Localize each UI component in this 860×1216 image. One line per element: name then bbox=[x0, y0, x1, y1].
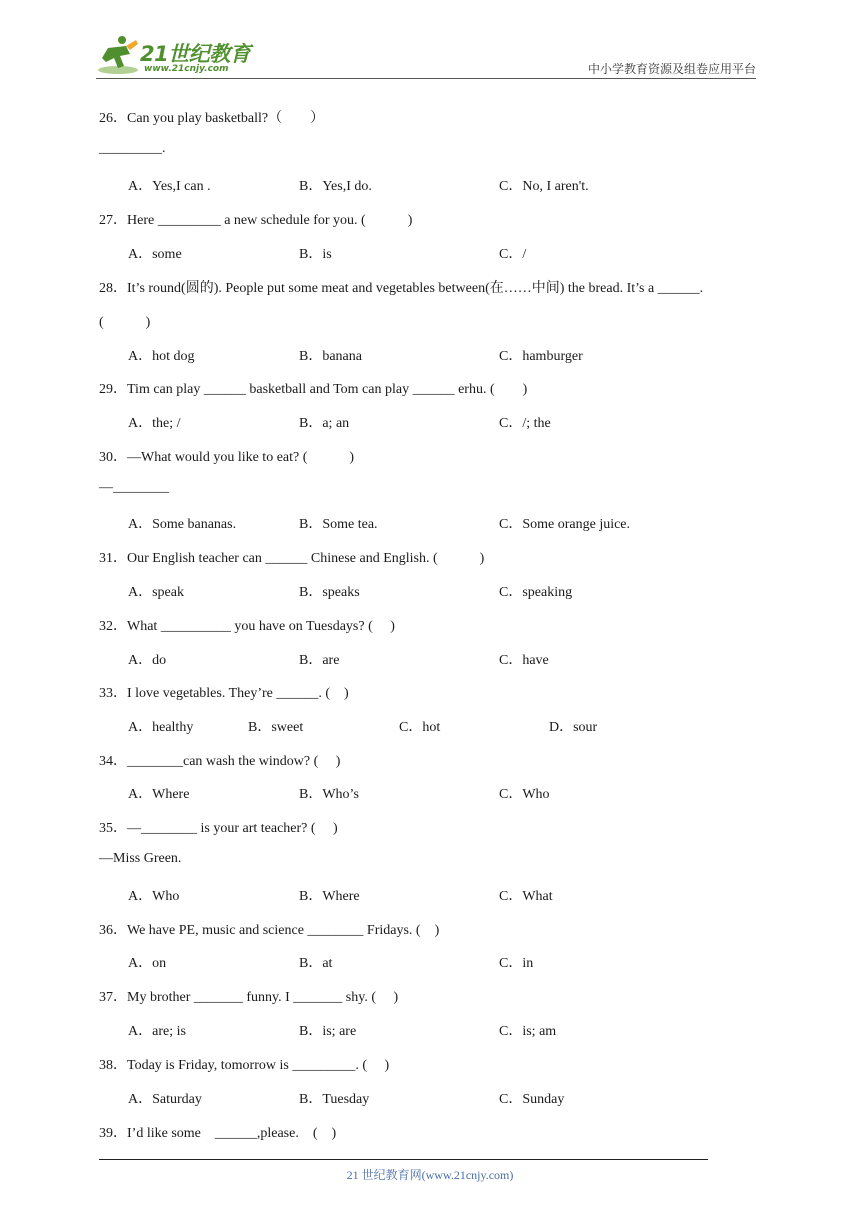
option-29-b: B．a; an bbox=[299, 416, 350, 431]
option-27-c: C．/ bbox=[499, 247, 527, 262]
question-27: 27．Here _________ a new schedule for you. ( ) bbox=[99, 213, 413, 228]
question-32: 32．What __________ you have on Tuesdays? ( ) bbox=[99, 619, 395, 634]
question-26-blank: _________. bbox=[99, 141, 166, 156]
option-34-b: B．Who’s bbox=[299, 787, 359, 802]
option-33-a: A．healthy bbox=[128, 720, 194, 735]
option-34-a: A．Where bbox=[128, 787, 190, 802]
option-32-a: A．do bbox=[128, 653, 167, 668]
option-36-b: B．at bbox=[299, 956, 333, 971]
question-28-bracket: ( ) bbox=[99, 315, 151, 330]
question-30-answer-line: —________ bbox=[99, 480, 169, 495]
option-33-d: D．sour bbox=[549, 720, 598, 735]
option-30-a: A．Some bananas. bbox=[128, 517, 237, 532]
question-34: 34．________can wash the window? ( ) bbox=[99, 754, 341, 769]
option-26-c: C．No, I aren't. bbox=[499, 179, 589, 194]
runner-icon bbox=[96, 34, 140, 76]
question-33: 33．I love vegetables. They’re ______. ( ) bbox=[99, 686, 349, 701]
question-36: 36．We have PE, music and science ________ Fridays. ( ) bbox=[99, 923, 440, 938]
option-35-c: C．What bbox=[499, 889, 553, 904]
logo-url: www.21cnjy.com bbox=[144, 64, 229, 74]
option-26-a: A．Yes,I can . bbox=[128, 179, 211, 194]
option-31-a: A．speak bbox=[128, 585, 184, 600]
header-divider bbox=[96, 78, 756, 79]
question-31: 31．Our English teacher can ______ Chinese and English. ( ) bbox=[99, 551, 485, 566]
option-27-b: B．is bbox=[299, 247, 332, 262]
footer-divider bbox=[99, 1159, 708, 1160]
option-33-b: B．sweet bbox=[248, 720, 304, 735]
option-37-c: C．is; am bbox=[499, 1024, 557, 1039]
logo-text: 21世纪教育 bbox=[140, 42, 251, 66]
option-32-c: C．have bbox=[499, 653, 549, 668]
option-28-a: A．hot dog bbox=[128, 349, 195, 364]
option-32-b: B．are bbox=[299, 653, 340, 668]
option-38-b: B．Tuesday bbox=[299, 1092, 370, 1107]
option-33-c: C．hot bbox=[399, 720, 441, 735]
option-36-a: A．on bbox=[128, 956, 167, 971]
platform-title: 中小学教育资源及组卷应用平台 bbox=[587, 62, 756, 76]
logo bbox=[96, 34, 266, 78]
question-39: 39．I’d like some ______,please. ( ) bbox=[99, 1126, 337, 1141]
option-31-b: B．speaks bbox=[299, 585, 360, 600]
question-29: 29．Tim can play ______ basketball and Tom can play ______ erhu. ( ) bbox=[99, 382, 528, 397]
option-30-c: C．Some orange juice. bbox=[499, 517, 631, 532]
option-26-b: B．Yes,I do. bbox=[299, 179, 372, 194]
option-29-c: C．/; the bbox=[499, 416, 551, 431]
option-36-c: C．in bbox=[499, 956, 534, 971]
option-27-a: A．some bbox=[128, 247, 182, 262]
option-38-a: A．Saturday bbox=[128, 1092, 202, 1107]
option-28-c: C．hamburger bbox=[499, 349, 583, 364]
option-29-a: A．the; / bbox=[128, 416, 181, 431]
question-37: 37．My brother _______ funny. I _______ shy. ( ) bbox=[99, 990, 399, 1005]
question-26: 26．Can you play basketball?（ ） bbox=[99, 111, 325, 126]
option-30-b: B．Some tea. bbox=[299, 517, 378, 532]
question-30: 30．—What would you like to eat? ( ) bbox=[99, 450, 355, 465]
question-35: 35．—________ is your art teacher? ( ) bbox=[99, 821, 338, 836]
option-28-b: B．banana bbox=[299, 349, 362, 364]
option-31-c: C．speaking bbox=[499, 585, 573, 600]
footer-text: 21 世纪教育网(www.21cnjy.com) bbox=[346, 1168, 514, 1182]
option-35-b: B．Where bbox=[299, 889, 360, 904]
page-header bbox=[96, 34, 756, 80]
option-35-a: A．Who bbox=[128, 889, 180, 904]
question-35-reply: —Miss Green. bbox=[99, 851, 182, 866]
option-37-a: A．are; is bbox=[128, 1024, 186, 1039]
option-38-c: C．Sunday bbox=[499, 1092, 565, 1107]
question-28: 28．It’s round(圆的). People put some meat and vegetables between(在……中间) the bread. It’s a ______. bbox=[99, 281, 704, 296]
option-37-b: B．is; are bbox=[299, 1024, 357, 1039]
question-38: 38．Today is Friday, tomorrow is _________. ( ) bbox=[99, 1058, 390, 1073]
option-34-c: C．Who bbox=[499, 787, 550, 802]
